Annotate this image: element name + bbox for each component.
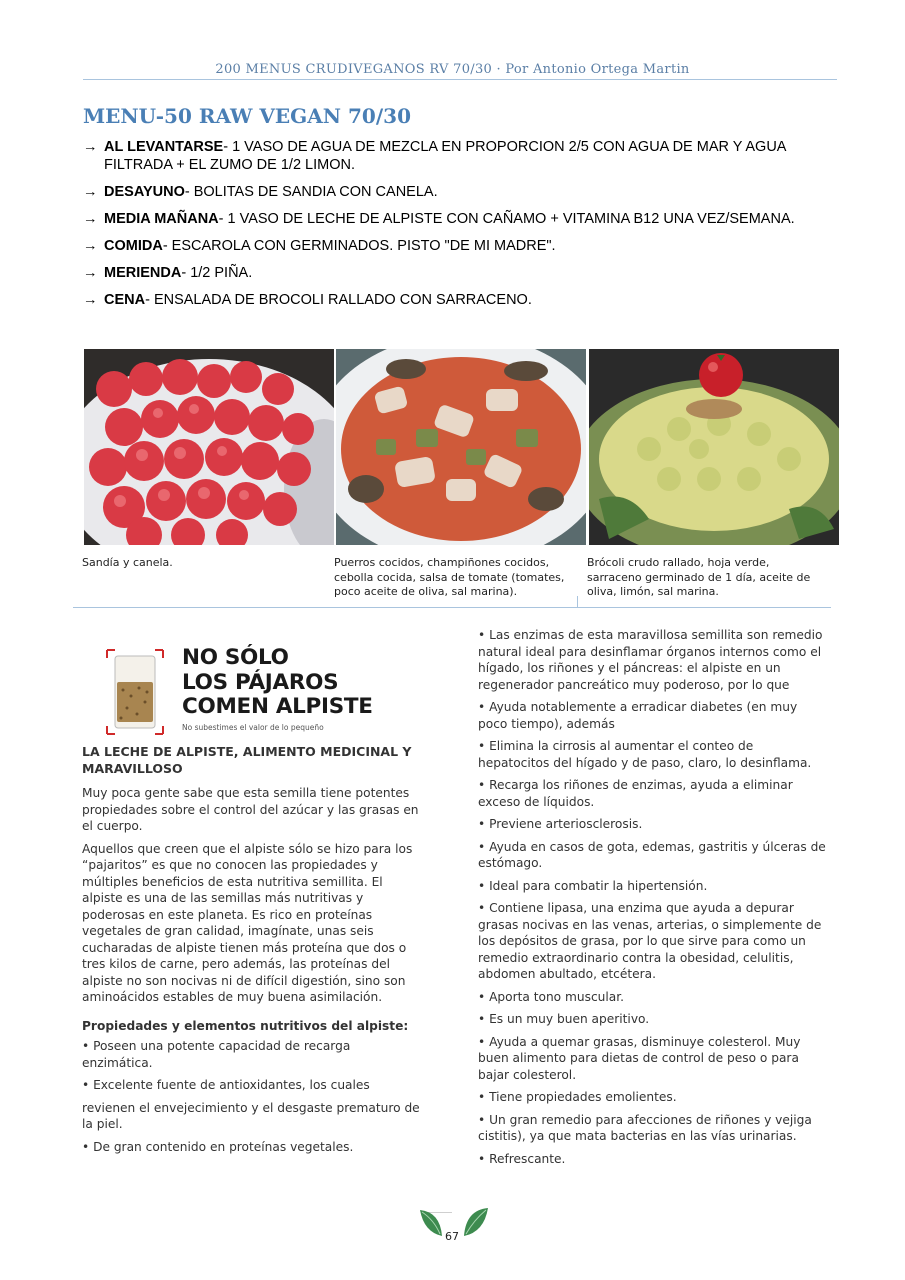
meal-list (83, 138, 823, 318)
meal-item (83, 210, 823, 228)
arrow-icon: → (83, 211, 98, 227)
promo-tagline: No subestimes el valor de lo pequeño (182, 723, 324, 732)
bullet-item: • Tiene propiedades emolientes. (478, 1090, 677, 1104)
properties-heading: Propiedades y elementos nutritivos del alpiste: (82, 1018, 409, 1033)
article-paragraph: Muy poca gente sabe que esta semilla tiene potentes propiedades sobre el control del azúcar y las grasas en el cuerpo. (82, 786, 419, 833)
arrow-icon: → (83, 139, 98, 155)
bullet-item: • Ayuda notablemente a erradicar diabetes (en muy poco tiempo), además (478, 700, 798, 731)
bullet-item: • Elimina la cirrosis al aumentar el conteo de hepatocitos del hígado y de paso, claro, lo desinflama. (478, 739, 812, 770)
bullet-item: • Refrescante. (478, 1151, 566, 1166)
bullet-item: • Aporta tono muscular. (478, 989, 625, 1004)
promo-headline-line: COMEN ALPISTE (182, 694, 373, 719)
bullet-item: • Contiene lipasa, una enzima que ayuda a depurar grasas nocivas en las venas, arterias, o simplemente de los depósitos de grasa, por lo que sirve para como un remedio extraordinario contra la obesidad, celulitis, abdomen abultado, etcétera. (478, 901, 822, 981)
meal-text: - 1 VASO DE LECHE DE ALPISTE CON CAÑAMO + VITAMINA B12 UNA VEZ/SEMANA. (218, 211, 795, 227)
meal-label: DESAYUNO (104, 184, 185, 200)
arrow-icon: → (83, 238, 98, 254)
bullet-item: • Ideal para combatir la hipertensión. (478, 878, 708, 893)
meal-text: - ENSALADA DE BROCOLI RALLADO CON SARRACENO. (145, 292, 532, 308)
promo-headline-line: NO SÓLO (182, 645, 289, 670)
bullet-item: • Poseen una potente capacidad de recarga enzimática. (82, 1039, 351, 1070)
bullet-item: • Excelente fuente de antioxidantes, los cuales (82, 1078, 370, 1092)
bullet-item: • De gran contenido en proteínas vegetales. (82, 1139, 354, 1154)
alpiste-promo (100, 646, 400, 736)
article-paragraph: Aquellos que creen que el alpiste sólo se hizo para los “pajaritos” es que no conocen las propiedades y múltiples beneficios de esta nutritiva semillita. El alpiste es una de las semillas más nutritivas y poderosas en este planeta. Es rico en proteínas vegetales de gran calidad, imagínate, unas seis cucharadas de alpiste tienen más proteína que dos o tres kilos de carne, pero además, las proteínas del alpiste no son nocivas ni de difícil digestión, sino son aminoácidos estables de muy buena asimilación. (82, 841, 413, 1004)
photo-caption: Brócoli crudo rallado, hoja verde, sarraceno germinado de 1 día, aceite de oliva, limón, sal marina. (587, 556, 811, 598)
photo-caption: Puerros cocidos, champiñones cocidos, cebolla cocida, salsa de tomate (tomates, poco aceite de oliva, sal marina). (334, 556, 565, 598)
meal-item (83, 183, 823, 201)
promo-headline (182, 646, 373, 720)
meal-item (83, 264, 823, 282)
bullet-item: • Ayuda en casos de gota, edemas, gastritis y úlceras de estómago. (478, 839, 826, 870)
running-header: 200 MENUS CRUDIVEGANOS RV 70/30 · Por Antonio Ortega Martin (215, 62, 690, 77)
broccoli-salad-photo (589, 349, 839, 545)
bullet-item: • Es un muy buen aperitivo. (478, 1012, 650, 1026)
arrow-icon: → (83, 265, 98, 281)
watermelon-photo (84, 349, 334, 545)
meal-item (83, 291, 823, 309)
meal-text: - ESCAROLA CON GERMINADOS. PISTO "DE MI MADRE". (162, 238, 556, 254)
promo-headline-line: LOS PÁJAROS (182, 669, 339, 695)
section-divider (73, 607, 831, 608)
arrow-icon: → (83, 292, 98, 308)
meal-label: AL LEVANTARSE (104, 139, 224, 155)
bullet-item: • Recarga los riñones de enzimas, ayuda a eliminar exceso de líquidos. (478, 778, 793, 809)
bullet-item: • Ayuda a quemar grasas, disminuye colesterol. Muy buen alimento para dietas de control de peso o para bajar colesterol. (478, 1034, 801, 1082)
article-left-column (82, 744, 422, 1161)
bullet-item: revienen el envejecimiento y el desgaste prematuro de la piel. (82, 1100, 420, 1131)
bullet-item: • Previene arteriosclerosis. (478, 817, 643, 831)
article-right-column (478, 627, 828, 1173)
pisto-photo (336, 349, 586, 545)
meal-text: - 1 VASO DE AGUA DE MEZCLA EN PROPORCION 2/5 CON AGUA DE MAR Y AGUA FILTRADA + EL ZUMO DE 1/2 LIMON. (104, 139, 786, 173)
meal-item (83, 237, 823, 255)
meal-label: MERIENDA (104, 265, 182, 281)
page-title: MENU-50 RAW VEGAN 70/30 (83, 104, 411, 128)
bullet-item: • Las enzimas de esta maravillosa semillita son remedio natural ideal para desinflamar órganos internos como el hígado, los riñones y el páncreas: el alpiste en un regenerador pancreático muy poderoso, por lo que (478, 628, 823, 692)
meal-label: CENA (104, 292, 146, 308)
meal-text: - 1/2 PIÑA. (181, 265, 253, 281)
arrow-icon: → (83, 184, 98, 200)
meal-item (83, 138, 823, 174)
meal-text: - BOLITAS DE SANDIA CON CANELA. (184, 184, 438, 200)
meal-label: MEDIA MAÑANA (104, 211, 219, 227)
page-number: 67 (445, 1230, 459, 1243)
seed-bag-icon (105, 648, 165, 736)
bullet-item: • Un gran remedio para afecciones de riñones y vejiga cistitis), ya que mata bacterias en las vías urinarias. (478, 1112, 812, 1143)
article-subtitle: LA LECHE DE ALPISTE, ALIMENTO MEDICINAL Y MARAVILLOSO (82, 744, 412, 776)
header-divider (83, 79, 837, 80)
meal-label: COMIDA (104, 238, 163, 254)
photo-caption: Sandía y canela. (82, 556, 173, 569)
